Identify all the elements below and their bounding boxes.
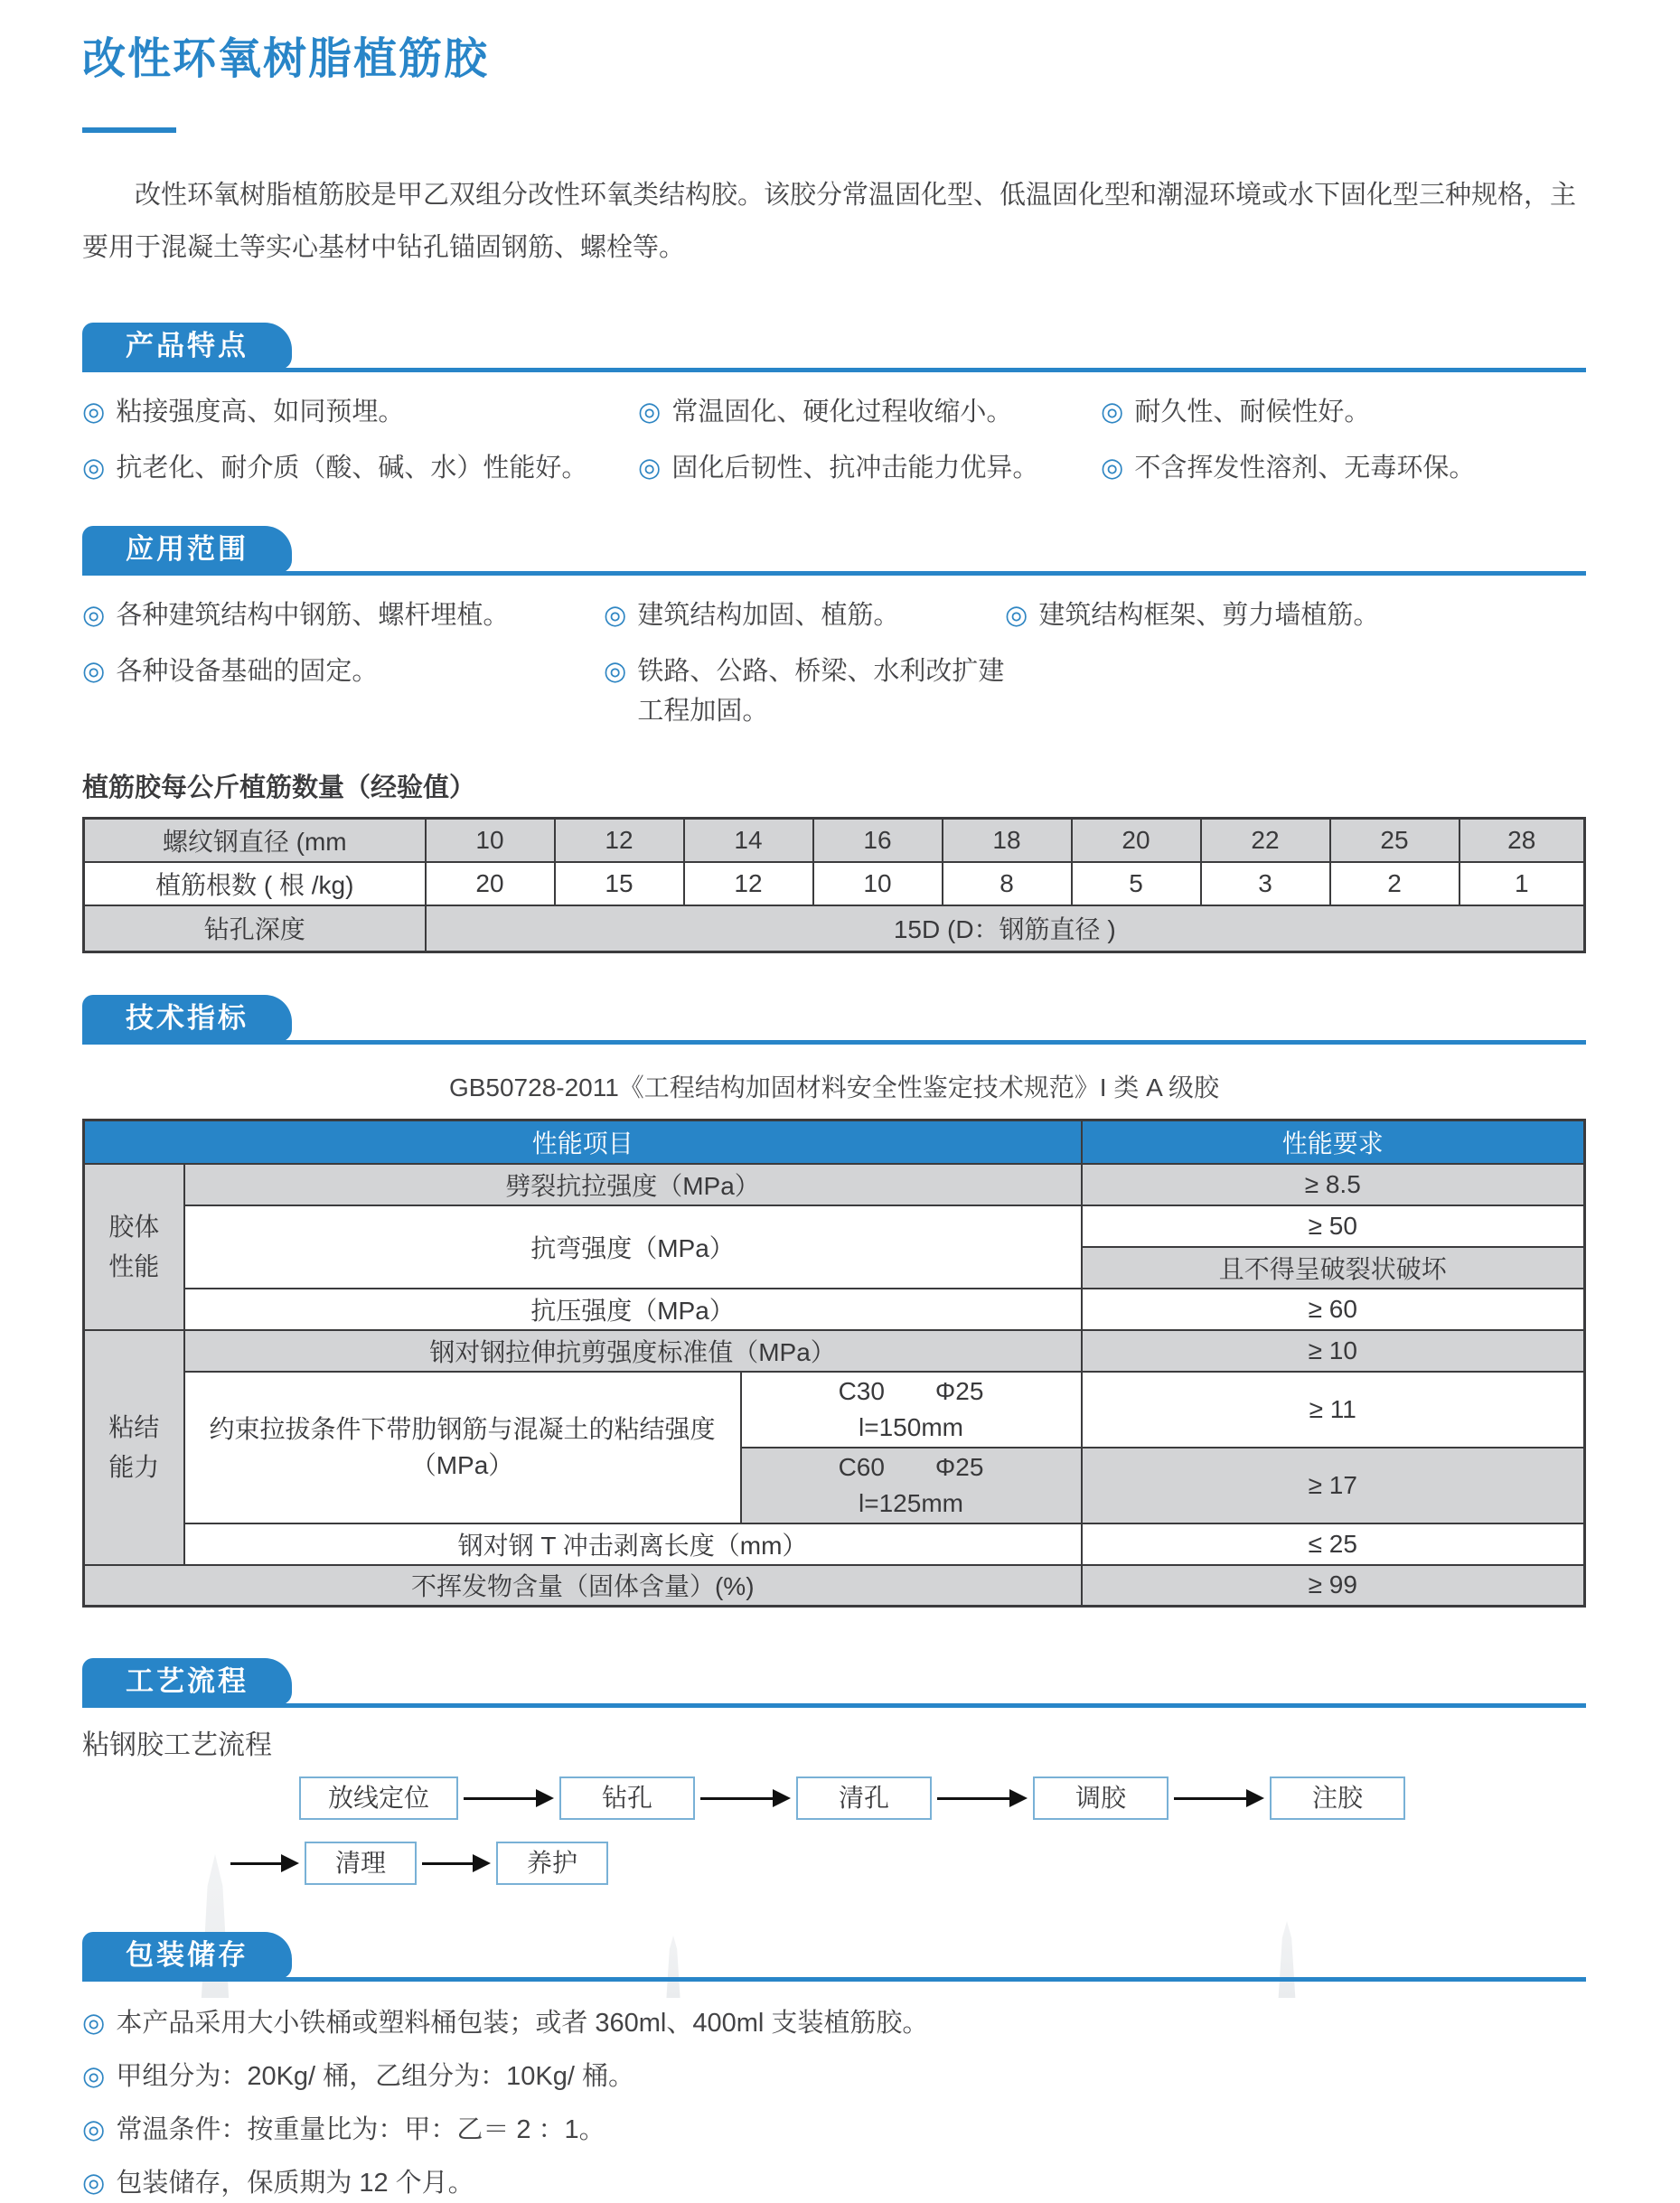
- flow-arrow-icon: [417, 1854, 496, 1872]
- cell-text: l=150mm: [859, 1412, 963, 1441]
- bullet-icon: ◎: [82, 601, 106, 630]
- table-cell: 20: [1072, 819, 1201, 862]
- list-item-text: 常温条件：按重量比为：甲：乙＝ 2 ：1。: [116, 2115, 605, 2144]
- section-badge: 工艺流程: [82, 1658, 292, 1705]
- row-group-label: [84, 1164, 184, 1330]
- table-cell: 2: [1330, 862, 1459, 905]
- section-rule: [82, 1040, 1586, 1045]
- table-cell: [184, 1372, 741, 1523]
- list-item: [604, 595, 1005, 635]
- table-cell: 钢对钢 T 冲击剥离长度（mm）: [184, 1523, 1082, 1565]
- bullet-icon: ◎: [82, 398, 106, 427]
- list-item: [1005, 595, 1586, 635]
- list-item-text: 常温固化、硬化过程收缩小。: [671, 398, 1013, 427]
- list-item-text: 各种建筑结构中钢筋、螺杆埋植。: [116, 601, 510, 630]
- list-item-text: 不含挥发性溶剂、无毒环保。: [1134, 454, 1476, 483]
- bullet-icon: ◎: [1101, 454, 1124, 483]
- bullet-icon: ◎: [604, 601, 627, 630]
- page-title: 改性环氧树脂植筋胶: [82, 35, 490, 83]
- features-list: [82, 392, 1586, 488]
- flow-step: 放线定位: [299, 1776, 458, 1820]
- list-item: [82, 2003, 1586, 2043]
- applications-list: [82, 595, 1586, 731]
- row-group-text: 性能: [108, 1251, 160, 1280]
- list-item: [638, 392, 1101, 432]
- table-cell: ≥ 60: [1082, 1289, 1585, 1330]
- cell-text: （MPa）: [410, 1450, 514, 1479]
- cell-text: C60 Φ25: [838, 1452, 984, 1481]
- cell-text: C30 Φ25: [838, 1376, 984, 1405]
- table-cell: 22: [1201, 819, 1330, 862]
- table-row: [84, 819, 1585, 862]
- table-cell: 抗弯强度（MPa）: [184, 1205, 1082, 1289]
- bullet-icon: ◎: [604, 657, 627, 686]
- row-group-text: 能力: [108, 1452, 160, 1481]
- list-item: [604, 652, 1005, 731]
- list-item: [82, 595, 604, 635]
- packaging-list: [82, 2003, 1586, 2203]
- column-header: 性能项目: [84, 1120, 1082, 1164]
- section-badge: 应用范围: [82, 526, 292, 573]
- list-item-text: 抗老化、耐介质（酸、碱、水）性能好。: [116, 454, 588, 483]
- tech-table: [82, 1119, 1586, 1608]
- list-item-text: 甲组分为：20Kg/ 桶，乙组分为：10Kg/ 桶。: [116, 2062, 634, 2091]
- list-item-text: 本产品采用大小铁桶或塑料桶包装；或者 360ml、400ml 支装植筋胶。: [116, 2009, 929, 2038]
- row-group-text: 粘结: [108, 1412, 160, 1441]
- flow-arrow-icon: [932, 1789, 1033, 1807]
- tech-table-caption: GB50728-2011《工程结构加固材料安全性鉴定技术规范》I 类 A 级胶: [448, 1073, 1220, 1102]
- section-rule: [82, 368, 1586, 372]
- cell-text: l=125mm: [859, 1488, 963, 1517]
- applications-row: [82, 652, 1586, 731]
- list-item: [82, 392, 638, 432]
- list-item-text: 各种设备基础的固定。: [116, 657, 379, 686]
- section-rule: [82, 1977, 1586, 1982]
- list-item: [1101, 448, 1586, 488]
- cell-text: 约束拉拔条件下带肋钢筋与混凝土的粘结强度: [209, 1414, 716, 1443]
- list-item-text: 粘接强度高、如同预埋。: [116, 398, 405, 427]
- list-item: [82, 2057, 1586, 2096]
- row-group-label: [84, 1330, 184, 1565]
- applications-row: [82, 595, 1586, 635]
- list-item: [82, 652, 604, 731]
- column-header: 性能要求: [1082, 1120, 1585, 1164]
- flow-arrow-icon: [1168, 1789, 1270, 1807]
- flow-arrow-icon: [695, 1789, 796, 1807]
- section-header-applications: [82, 526, 1586, 576]
- process-flow-row-2: [225, 1842, 1586, 1885]
- list-item: [1101, 392, 1586, 432]
- list-item: [82, 2110, 1586, 2150]
- bullet-icon: ◎: [82, 2009, 106, 2038]
- table-cell: 16: [813, 819, 943, 862]
- flow-step: 养护: [496, 1842, 608, 1885]
- table-cell: ≥ 50: [1082, 1205, 1585, 1247]
- table-cell: 10: [813, 862, 943, 905]
- table-cell: 18: [943, 819, 1072, 862]
- bullet-icon: ◎: [638, 454, 662, 483]
- bullet-icon: ◎: [1101, 398, 1124, 427]
- table-cell: 钻孔深度: [84, 905, 426, 952]
- table-cell: [741, 1372, 1082, 1448]
- table-row: [84, 862, 1585, 905]
- list-item-text: 铁路、公路、桥梁、水利改扩建工程加固。: [637, 657, 1005, 726]
- title-underline: [82, 127, 176, 133]
- flow-step: 清孔: [796, 1776, 932, 1820]
- table-cell: 1: [1459, 862, 1585, 905]
- table-cell: 10: [426, 819, 555, 862]
- process-flow-row-1: [299, 1776, 1586, 1820]
- flow-arrow-icon: [458, 1789, 559, 1807]
- bullet-icon: ◎: [82, 2115, 106, 2144]
- table-cell: 28: [1459, 819, 1585, 862]
- list-item-text: 耐久性、耐候性好。: [1134, 398, 1371, 427]
- list-item-text: 建筑结构框架、剪力墙植筋。: [1038, 601, 1380, 630]
- flow-step: 钻孔: [559, 1776, 695, 1820]
- table-cell: 3: [1201, 862, 1330, 905]
- list-item: [82, 448, 638, 488]
- section-badge: 产品特点: [82, 323, 292, 370]
- table-cell: 抗压强度（MPa）: [184, 1289, 1082, 1330]
- features-row: [82, 392, 1586, 432]
- intro-paragraph: 改性环氧树脂植筋胶是甲乙双组分改性环氧类结构胶。该胶分常温固化型、低温固化型和潮湿环境或水下固化型三种规格，主要用于混凝土等实心基材中钻孔锚固钢筋、螺栓等。: [82, 181, 1577, 262]
- table-cell: [741, 1448, 1082, 1523]
- table-cell: 15: [555, 862, 684, 905]
- section-header-features: [82, 323, 1586, 372]
- section-header-packaging: [82, 1932, 1586, 1982]
- table-cell: 14: [684, 819, 813, 862]
- table-cell: ≥ 10: [1082, 1330, 1585, 1372]
- table-row: [84, 1565, 1585, 1607]
- table-row: [84, 1372, 1585, 1448]
- features-row: [82, 448, 1586, 488]
- table-cell: 不挥发物含量（固体含量）(%): [84, 1565, 1082, 1607]
- table-cell: 劈裂抗拉强度（MPa）: [184, 1164, 1082, 1205]
- table-cell: 且不得呈破裂状破坏: [1082, 1247, 1585, 1289]
- table-cell: 15D (D：钢筋直径 ): [426, 905, 1585, 952]
- table-row: [84, 1330, 1585, 1372]
- table-header-row: [84, 1120, 1585, 1164]
- flow-step: 注胶: [1270, 1776, 1405, 1820]
- table-cell: ≥ 8.5: [1082, 1164, 1585, 1205]
- table-row: [84, 1523, 1585, 1565]
- table-cell: ≥ 99: [1082, 1565, 1585, 1607]
- list-item-text: 建筑结构加固、植筋。: [637, 601, 900, 630]
- table-row: [84, 1205, 1585, 1247]
- table-cell: 5: [1072, 862, 1201, 905]
- table-cell: ≥ 17: [1082, 1448, 1585, 1523]
- section-badge: 技术指标: [82, 995, 292, 1042]
- bullet-icon: ◎: [82, 2169, 106, 2198]
- section-header-process: [82, 1658, 1586, 1708]
- flow-step: 清理: [305, 1842, 417, 1885]
- flow-arrow-icon: [225, 1854, 305, 1872]
- table-cell: 8: [943, 862, 1072, 905]
- table-row: [84, 905, 1585, 952]
- list-item-text: 固化后韧性、抗冲击能力优异。: [671, 454, 1039, 483]
- bullet-icon: ◎: [1005, 601, 1028, 630]
- table-cell: 植筋根数 ( 根 /kg): [84, 862, 426, 905]
- table-cell: 20: [426, 862, 555, 905]
- table-cell: 12: [684, 862, 813, 905]
- quantity-table: [82, 817, 1586, 953]
- section-rule: [82, 571, 1586, 576]
- row-group-text: 胶体: [108, 1212, 160, 1241]
- flow-step: 调胶: [1033, 1776, 1168, 1820]
- section-rule: [82, 1703, 1586, 1708]
- section-header-tech: [82, 995, 1586, 1045]
- table-cell: ≥ 11: [1082, 1372, 1585, 1448]
- quantity-table-title: 植筋胶每公斤植筋数量（经验值）: [82, 773, 476, 802]
- bullet-icon: ◎: [82, 657, 106, 686]
- bullet-icon: ◎: [82, 2062, 106, 2091]
- table-row: [84, 1289, 1585, 1330]
- list-item: [638, 448, 1101, 488]
- bullet-icon: ◎: [638, 398, 662, 427]
- table-cell: 12: [555, 819, 684, 862]
- table-cell: 螺纹钢直径 (mm: [84, 819, 426, 862]
- table-cell: 钢对钢拉伸抗剪强度标准值（MPa）: [184, 1330, 1082, 1372]
- bullet-icon: ◎: [82, 454, 106, 483]
- section-badge: 包装储存: [82, 1932, 292, 1979]
- process-subtitle: 粘钢胶工艺流程: [82, 1730, 272, 1760]
- table-cell: ≤ 25: [1082, 1523, 1585, 1565]
- list-item-text: 包装储存，保质期为 12 个月。: [116, 2169, 474, 2198]
- list-item: [82, 2163, 1586, 2203]
- table-row: [84, 1164, 1585, 1205]
- table-cell: 25: [1330, 819, 1459, 862]
